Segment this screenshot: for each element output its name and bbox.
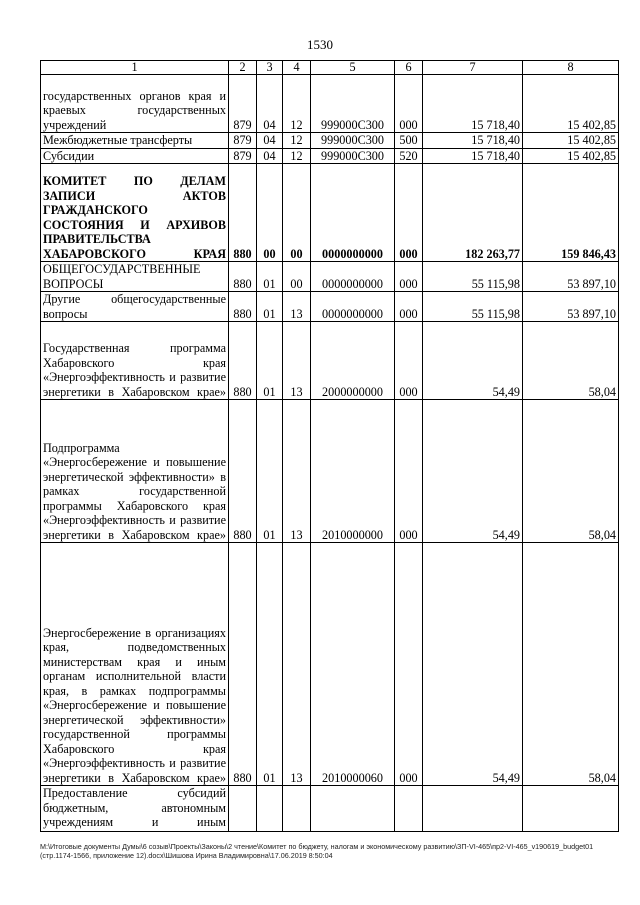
cell-target-item: 0000000000	[311, 262, 395, 292]
cell-subsection: 13	[283, 322, 311, 400]
cell-target-item: 2010000060	[311, 543, 395, 786]
row-name: Подпрограмма «Энергосбережение и повышение энергетической эффективности» в рамках государственной программы Хабаровского края «Энергоэффективность и развитие энергетики в Хабаровском крае»	[41, 400, 229, 543]
cell-subsection: 13	[283, 543, 311, 786]
cell-subsection: 00	[283, 262, 311, 292]
cell-ministry: 880	[229, 400, 257, 543]
cell-section: 01	[257, 292, 283, 322]
cell-ministry: 879	[229, 148, 257, 164]
cell-section: 04	[257, 75, 283, 133]
cell-section: 01	[257, 543, 283, 786]
cell-ministry: 880	[229, 322, 257, 400]
cell-expense-type: 000	[395, 75, 423, 133]
cell-subsection: 12	[283, 133, 311, 149]
cell-subsection: 13	[283, 400, 311, 543]
cell-expense-type: 000	[395, 543, 423, 786]
cell-section: 01	[257, 400, 283, 543]
cell-ministry: 880	[229, 543, 257, 786]
cell-amount-2: 15 402,85	[523, 133, 619, 149]
cell-target-item: 0000000000	[311, 164, 395, 262]
page-number: 1530	[307, 37, 333, 52]
column-header: 8	[523, 61, 619, 75]
cell-expense-type	[395, 786, 423, 832]
table-row	[41, 164, 619, 262]
cell-amount-2: 53 897,10	[523, 262, 619, 292]
cell-amount-2: 58,04	[523, 400, 619, 543]
cell-target-item: 999000С300	[311, 75, 395, 133]
row-name: КОМИТЕТ ПО ДЕЛАМ ЗАПИСИ АКТОВ ГРАЖДАНСКОГО СОСТОЯНИЯ И АРХИВОВ ПРАВИТЕЛЬСТВА ХАБАРОВСКОГО КРАЯ	[41, 164, 229, 262]
table-row	[41, 262, 619, 292]
row-name: Государственная программа Хабаровского края «Энергоэффективность и развитие энергетики в Хабаровском крае»	[41, 322, 229, 400]
cell-section	[257, 786, 283, 832]
column-header: 6	[395, 61, 423, 75]
cell-expense-type: 000	[395, 164, 423, 262]
cell-amount-1: 182 263,77	[423, 164, 523, 262]
cell-section: 04	[257, 133, 283, 149]
cell-amount-1: 15 718,40	[423, 148, 523, 164]
row-name: Субсидии	[41, 148, 229, 164]
cell-subsection: 13	[283, 292, 311, 322]
cell-target-item: 2000000000	[311, 322, 395, 400]
cell-target-item: 999000С300	[311, 133, 395, 149]
column-header: 7	[423, 61, 523, 75]
cell-target-item: 2010000000	[311, 400, 395, 543]
row-name: Межбюджетные трансферты	[41, 133, 229, 149]
document-path-footer: М:\Итоговые документы Думы\6 созыв\Проекты\Законы\2 чтение\Комитет по бюджету, налогам и экономическому развитию\ЗП-VI-465\пр2-VI-465_v190619_budget01 (стр.1174-1566, приложение 12).docx\Шишова Ирина Владимировна\17.06.2019 8:50:04	[40, 842, 594, 860]
column-header: 3	[257, 61, 283, 75]
row-name: Предоставление субсидий бюджетным, автономным учреждениям и иным	[41, 786, 229, 832]
cell-ministry	[229, 786, 257, 832]
table-row	[41, 292, 619, 322]
cell-amount-1: 54,49	[423, 543, 523, 786]
row-name: ОБЩЕГОСУДАРСТВЕННЫЕ ВОПРОСЫ	[41, 262, 229, 292]
column-header: 2	[229, 61, 257, 75]
cell-expense-type: 520	[395, 148, 423, 164]
cell-amount-1: 55 115,98	[423, 262, 523, 292]
cell-section: 00	[257, 164, 283, 262]
cell-subsection: 00	[283, 164, 311, 262]
row-name: Другие общегосударственные вопросы	[41, 292, 229, 322]
cell-amount-1: 15 718,40	[423, 133, 523, 149]
cell-target-item	[311, 786, 395, 832]
cell-section: 04	[257, 148, 283, 164]
column-header: 4	[283, 61, 311, 75]
column-header: 1	[41, 61, 229, 75]
cell-expense-type: 000	[395, 400, 423, 543]
cell-amount-2: 159 846,43	[523, 164, 619, 262]
row-name: государственных органов края и краевых государственных учреждений	[41, 75, 229, 133]
table-row	[41, 322, 619, 400]
table-row	[41, 786, 619, 832]
cell-section: 01	[257, 262, 283, 292]
cell-expense-type: 500	[395, 133, 423, 149]
row-name: Энергосбережение в организациях края, подведомственных министерствам края и иным органам исполнительной власти края, в рамках подпрограммы «Энергосбережение и повышение энергетической эффективности» государственной программы Хабаровского края «Энергоэффективность и развитие энергетики в Хабаровском крае»	[41, 543, 229, 786]
table-header-row	[41, 61, 619, 75]
cell-section: 01	[257, 322, 283, 400]
cell-amount-1: 15 718,40	[423, 75, 523, 133]
cell-subsection: 12	[283, 75, 311, 133]
cell-amount-2: 15 402,85	[523, 148, 619, 164]
cell-amount-1: 55 115,98	[423, 292, 523, 322]
cell-subsection	[283, 786, 311, 832]
cell-expense-type: 000	[395, 262, 423, 292]
cell-expense-type: 000	[395, 292, 423, 322]
cell-subsection: 12	[283, 148, 311, 164]
budget-table	[40, 60, 619, 832]
cell-amount-2: 58,04	[523, 322, 619, 400]
table-row	[41, 75, 619, 133]
cell-ministry: 879	[229, 75, 257, 133]
cell-amount-2: 58,04	[523, 543, 619, 786]
cell-amount-1	[423, 786, 523, 832]
cell-amount-2	[523, 786, 619, 832]
cell-ministry: 880	[229, 164, 257, 262]
table-row	[41, 543, 619, 786]
table-row	[41, 148, 619, 164]
table-row	[41, 133, 619, 149]
cell-ministry: 880	[229, 262, 257, 292]
cell-amount-1: 54,49	[423, 322, 523, 400]
cell-amount-2: 53 897,10	[523, 292, 619, 322]
cell-ministry: 880	[229, 292, 257, 322]
cell-amount-2: 15 402,85	[523, 75, 619, 133]
cell-ministry: 879	[229, 133, 257, 149]
table-row	[41, 400, 619, 543]
cell-target-item: 0000000000	[311, 292, 395, 322]
cell-target-item: 999000С300	[311, 148, 395, 164]
column-header: 5	[311, 61, 395, 75]
cell-amount-1: 54,49	[423, 400, 523, 543]
cell-expense-type: 000	[395, 322, 423, 400]
